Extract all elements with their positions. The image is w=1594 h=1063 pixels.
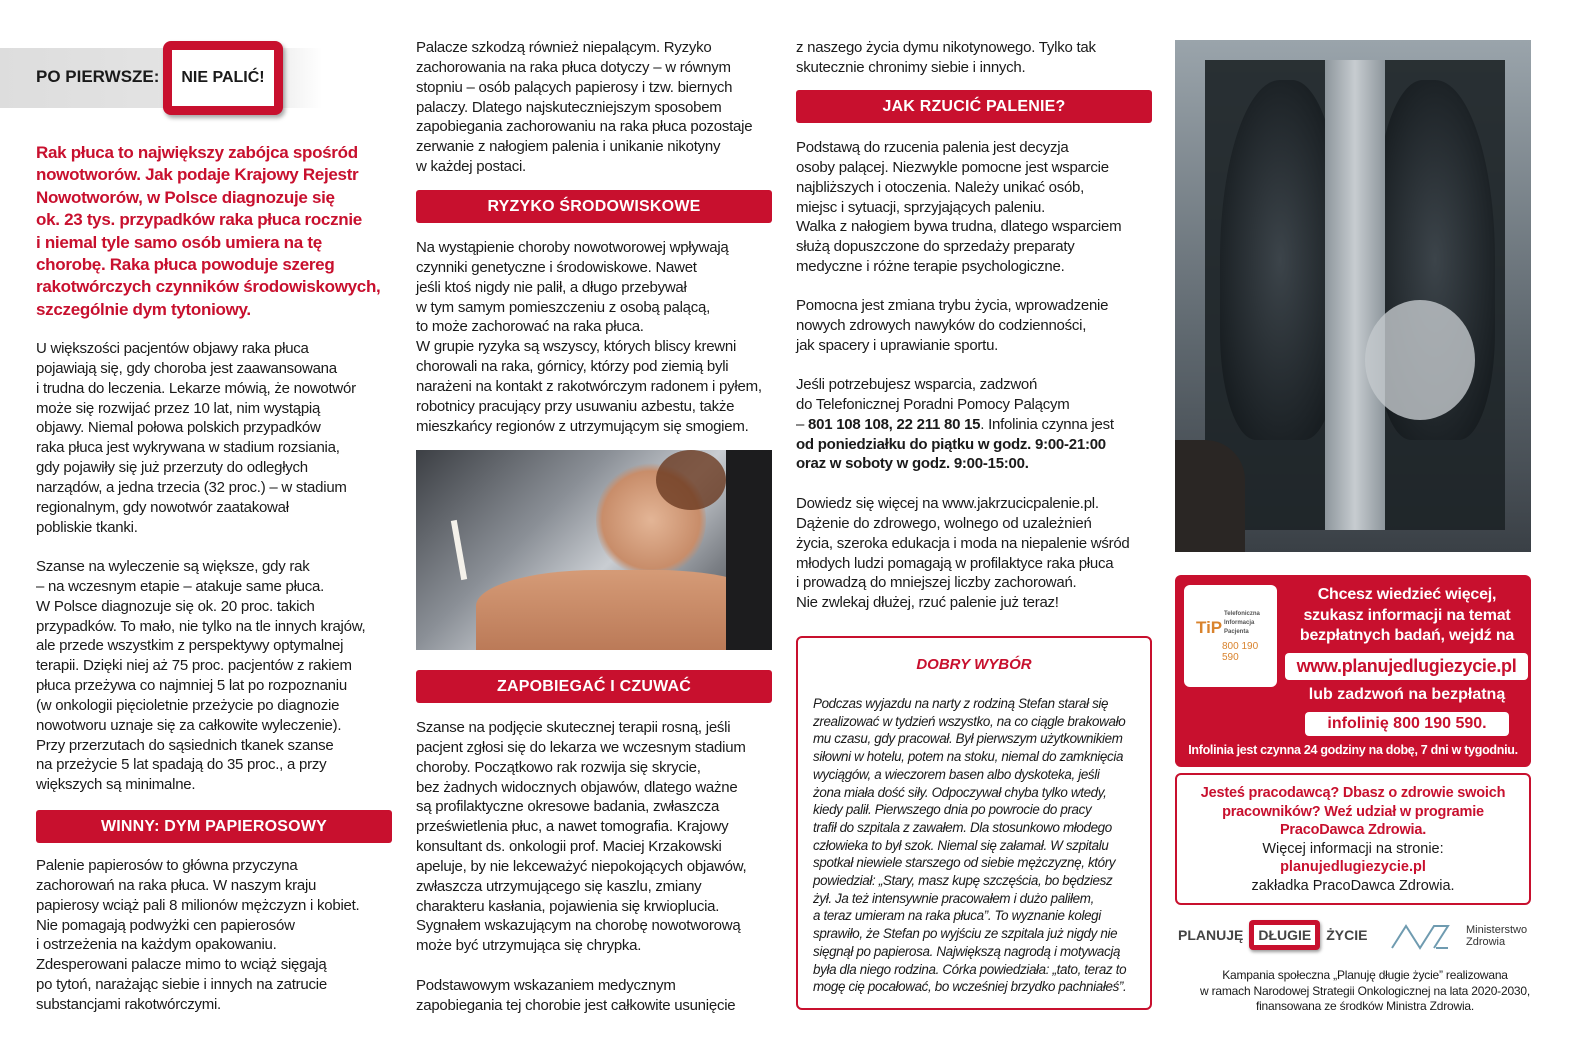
employer-tab: zakładka PracoDawca Zdrowia. [1251,877,1455,894]
campaign-footer: Kampania społeczna „Planuję długie życie” realizowana w ramach Narodowej Strategii Onkologicznej na lata 2020-2030, finansowana ze środków Ministra Zdrowia. [1200,968,1530,1013]
logo-word: ŻYCIE [1326,927,1368,943]
tip-logo-line: Pacjenta [1224,629,1249,635]
paragraph: Szanse na podjęcie skutecznej terapii rosną, jeśli pacjent zgłosi się do lekarza we wczesnym stadium choroby. Początkowo rak rozwija się skrycie, bez żadnych widocznych objawów, dlatego ważne są profilaktyczne okresowe badania, zwłaszcza prześwietlenia płuc, a nawet tomografia. Krajowy konsultant ds. onkologii prof. Maciej Krzakowski apeluje, by nie lekceważyć niepokojących objawów, zwłaszcza utrzymującego się kaszlu, zmiany charakteru kasłania, pojawienia się krwioplucia. Sygnałem wskazującym na chorobę nowotworową może być utrzymująca się chrypka. [416,719,747,955]
paragraph: U większości pacjentów objawy raka płuca pojawiają się, gdy choroba jest zaawansowana i trudna do leczenia. Lekarze mówią, że nowotwór może się rozwijać przez 10 lat, nim wystąpią objawy. Niemal połowa polskich przypadków raka płuca jest wykrywana w stadium rozsiania, gdy pojawiły się już przerzuty do odległych narządów, a jedna trzecia (32 proc.) – w stadium regionalnym, gdy nowotwór zaatakował pobliskie tkanki. [36,340,356,536]
employer-box [1175,773,1531,905]
header-box-text: NIE PALIĆ! [172,50,274,106]
info-url-link[interactable]: www.planujedlugiezycie.pl [1285,653,1528,680]
paragraph: Pomocna jest zmiana trybu życia, wprowadzenie nowych zdrowych nawyków do codzienności, jak spacery i uprawianie sportu. [796,297,1109,354]
chest-xray-photo [1175,40,1531,552]
logo-box [1249,920,1320,950]
header-label: PO PIERWSZE: [36,67,160,86]
planuje-dlugie-zycie-logo [1178,915,1367,955]
header-box [163,41,283,115]
tip-logo-line: Telefoniczna [1224,611,1260,617]
hotline-hours: od poniedziałku do piątku w godz. 9:00-21:00 oraz w soboty w godz. 9:00-15:00. [796,435,1106,473]
ministry-logo-text: Zdrowia [1466,936,1506,948]
employer-more: Więcej informacji na stronie: [1262,840,1444,857]
logo-word: PLANUJĘ [1178,927,1244,943]
smoking-car-photo [416,450,772,650]
section-heading: JAK RZUCIĆ PALENIE? [796,90,1152,123]
info-box [1175,575,1531,767]
paragraph: z naszego życia dymu nikotynowego. Tylko tak skutecznie chronimy siebie i innych. [796,39,1096,76]
info-hours: Infolinia jest czynna 24 godziny na dobę, 7 dni w tygodniu. [1188,743,1518,757]
text: Jeśli potrzebujesz wsparcia, zadzwoń do Telefonicznej Poradni Pomocy Palącym – [796,376,1070,433]
tip-logo-phone: 800 190 590 [1222,641,1259,663]
hotline-numbers: 801 108 108, 22 211 80 15 [808,415,981,433]
section-heading: WINNY: DYM PAPIEROSOWY [36,810,392,843]
ministry-logo-mark-icon [1390,922,1462,950]
story-text: Podczas wyjazdu na narty z rodziną Stefan starał się zrealizować w tydzień wszystko, na co ciągle brakowało mu czasu, gdy pracował. Był pierwszym użytkownikiem siłowni w hotelu, potem na stoku, niemal do zamknięcia wyciągów, a wieczorem basen albo dyskoteka, jeśli żona miała dość siły. Odpoczywał chyba tylko wtedy, kiedy palił. Pierwszego dnia po powrocie do pracy trafił do szpitala z zawałem. Dla stosunkowo młodego człowieka to był szok. Niemal się załamał. W szpitalu spotkał niewiele starszego od siebie mężczyznę, który powiedział: „Stary, masz kupę szczęścia, bo będziesz żył. Ja też intensywnie pracowałem i dużo paliłem, a teraz umieram na raka płuca”. To wyznanie kolegi sprawiło, że Stefan po wyjściu ze szpitala już nigdy nie sięgnął po papierosa. Największą nagrodą i motywacją była dla niego rodzina. Córka powiedziała: „tato, teraz to mogę cię pocałować, bo wcześniej brzydko pachniałeś”. [813,696,1127,995]
info-title: Chcesz wiedzieć więcej, szukasz informacji na temat bezpłatnych badań, wejdź na [1299,586,1515,644]
logo-word: DŁUGIE [1254,925,1315,945]
text: . Infolinia czynna jest [980,415,1114,433]
paragraph: Palacze szkodzą również niepalącym. Ryzyko zachorowania na raka płuca dotyczy – w równym stopniu – osób palących papierosy i tzw. biernych palaczy. Dlatego najskuteczniejszym sposobem zapobiegania zachorowaniu na raka płuca pozostaje zerwanie z nałogiem palenia i unikanie nikotyny w każdej postaci. [416,39,753,176]
ministry-logo-text: Ministerstwo [1466,924,1528,936]
paragraph: Szanse na wyleczenie są większe, gdy rak – na wczesnym etapie – atakuje same płuca. W Polsce diagnozuje się ok. 20 proc. takich przypadków. To mało, nie tylko na tle innych krajów, ale przede wszystkim z perspektywy optymalnej terapii. Dzięki niej aż 75 proc. pacjentów z rakiem płuca przeżywa co najmniej 5 lat po rozpoznaniu (w onkologii pięcioletnie przeżycie po diagnozie nowotworu uznaje się za całkowite wyleczenie). Przy przerzutach do sąsiednich tkanek szanse na przeżycie 5 lat spadają do 35 proc., a przy większych są minimalne. [36,558,366,794]
paragraph: Podstawą do rzucenia palenia jest decyzja osoby palącej. Niezwykle pomocne jest wsparcie najbliższych i otoczenia. Należy unikać osób, miejsc i sytuacji, sprzyjających paleniu. Walka z nałogiem bywa trudna, dlatego wsparciem służą dopuszczone do sprzedaży preparaty medyczne i różne terapie psychologiczne. [796,139,1122,276]
paragraph: Podstawowym wskazaniem medycznym zapobiegania tej chorobie jest całkowite usunięcie [416,977,736,1014]
tip-logo-line: Informacja [1224,620,1255,626]
paragraph: Na wystąpienie choroby nowotworowej wpływają czynniki genetyczne i środowiskowe. Nawet jeśli ktoś nigdy nie palił, a długo przebywał w tym samym pomieszczeniu z osobą palącą, to może zachorować na raka płuca. W grupie ryzyka są wszyscy, których bliscy krewni chorowali na raka, górnicy, którzy pod ziemią byli narażeni na kontakt z rakotwórczym radonem i pyłem, robotnicy pracujący przy usuwaniu azbestu, także mieszkańcy regionów z utrzymującym się smogiem. [416,239,762,435]
tip-logo-short: TiP [1196,618,1223,637]
story-box [796,636,1152,1010]
story-title: DOBRY WYBÓR [916,656,1032,673]
info-call: lub zadzwoń na bezpłatną [1308,686,1506,703]
paragraph: Palenie papierosów to główna przyczyna zachorowań na raka płuca. W naszym kraju papierosy wciąż pali 8 milionów mężczyzn i kobiet. Nie pomagają podwyżki cen papierosów i ostrzeżenia na każdym opakowaniu. Zdesperowani palacze mimo to wciąż sięgają po tytoń, narażając siebie i innych na zatrucie substancjami rakotwórczymi. [36,857,360,1013]
employer-url-link[interactable]: planujedlugiezycie.pl [1280,859,1426,875]
info-phone: infolinię 800 190 590. [1305,712,1509,736]
quit-hotline-paragraph [796,375,1114,474]
paragraph: Dowiedz się więcej na www.jakrzucicpalenie.pl. Dążenie do zdrowego, wolnego od uzależnień życia, szeroka edukacja i moda na niepalenie wśród młodych ludzi pomagają w profilaktyce raka płuca i prowadzą do mniejszej liczby zachorowań. Nie zwlekaj dłużej, rzuć palenie już teraz! [796,495,1130,612]
intro-text: Rak płuca to największy zabójca spośród nowotworów. Jak podaje Krajowy Rejestr Nowotworów, w Polsce diagnozuje się ok. 23 tys. przypadków raka płuca rocznie i niemal tyle samo osób umiera na tę chorobę. Raka płuca powoduje szereg rakotwórczych czynników środowiskowych, szczególnie dym tytoniowy. [36,143,381,319]
section-heading: ZAPOBIEGAĆ I CZUWAĆ [416,670,772,703]
tip-logo [1184,585,1277,687]
ministry-of-health-logo [1390,922,1527,950]
section-heading: RYZYKO ŚRODOWISKOWE [416,190,772,223]
employer-title: Jesteś pracodawcą? Dbasz o zdrowie swoich pracowników? Weź udział w programie PracoDawca Zdrowia. [1200,785,1506,838]
